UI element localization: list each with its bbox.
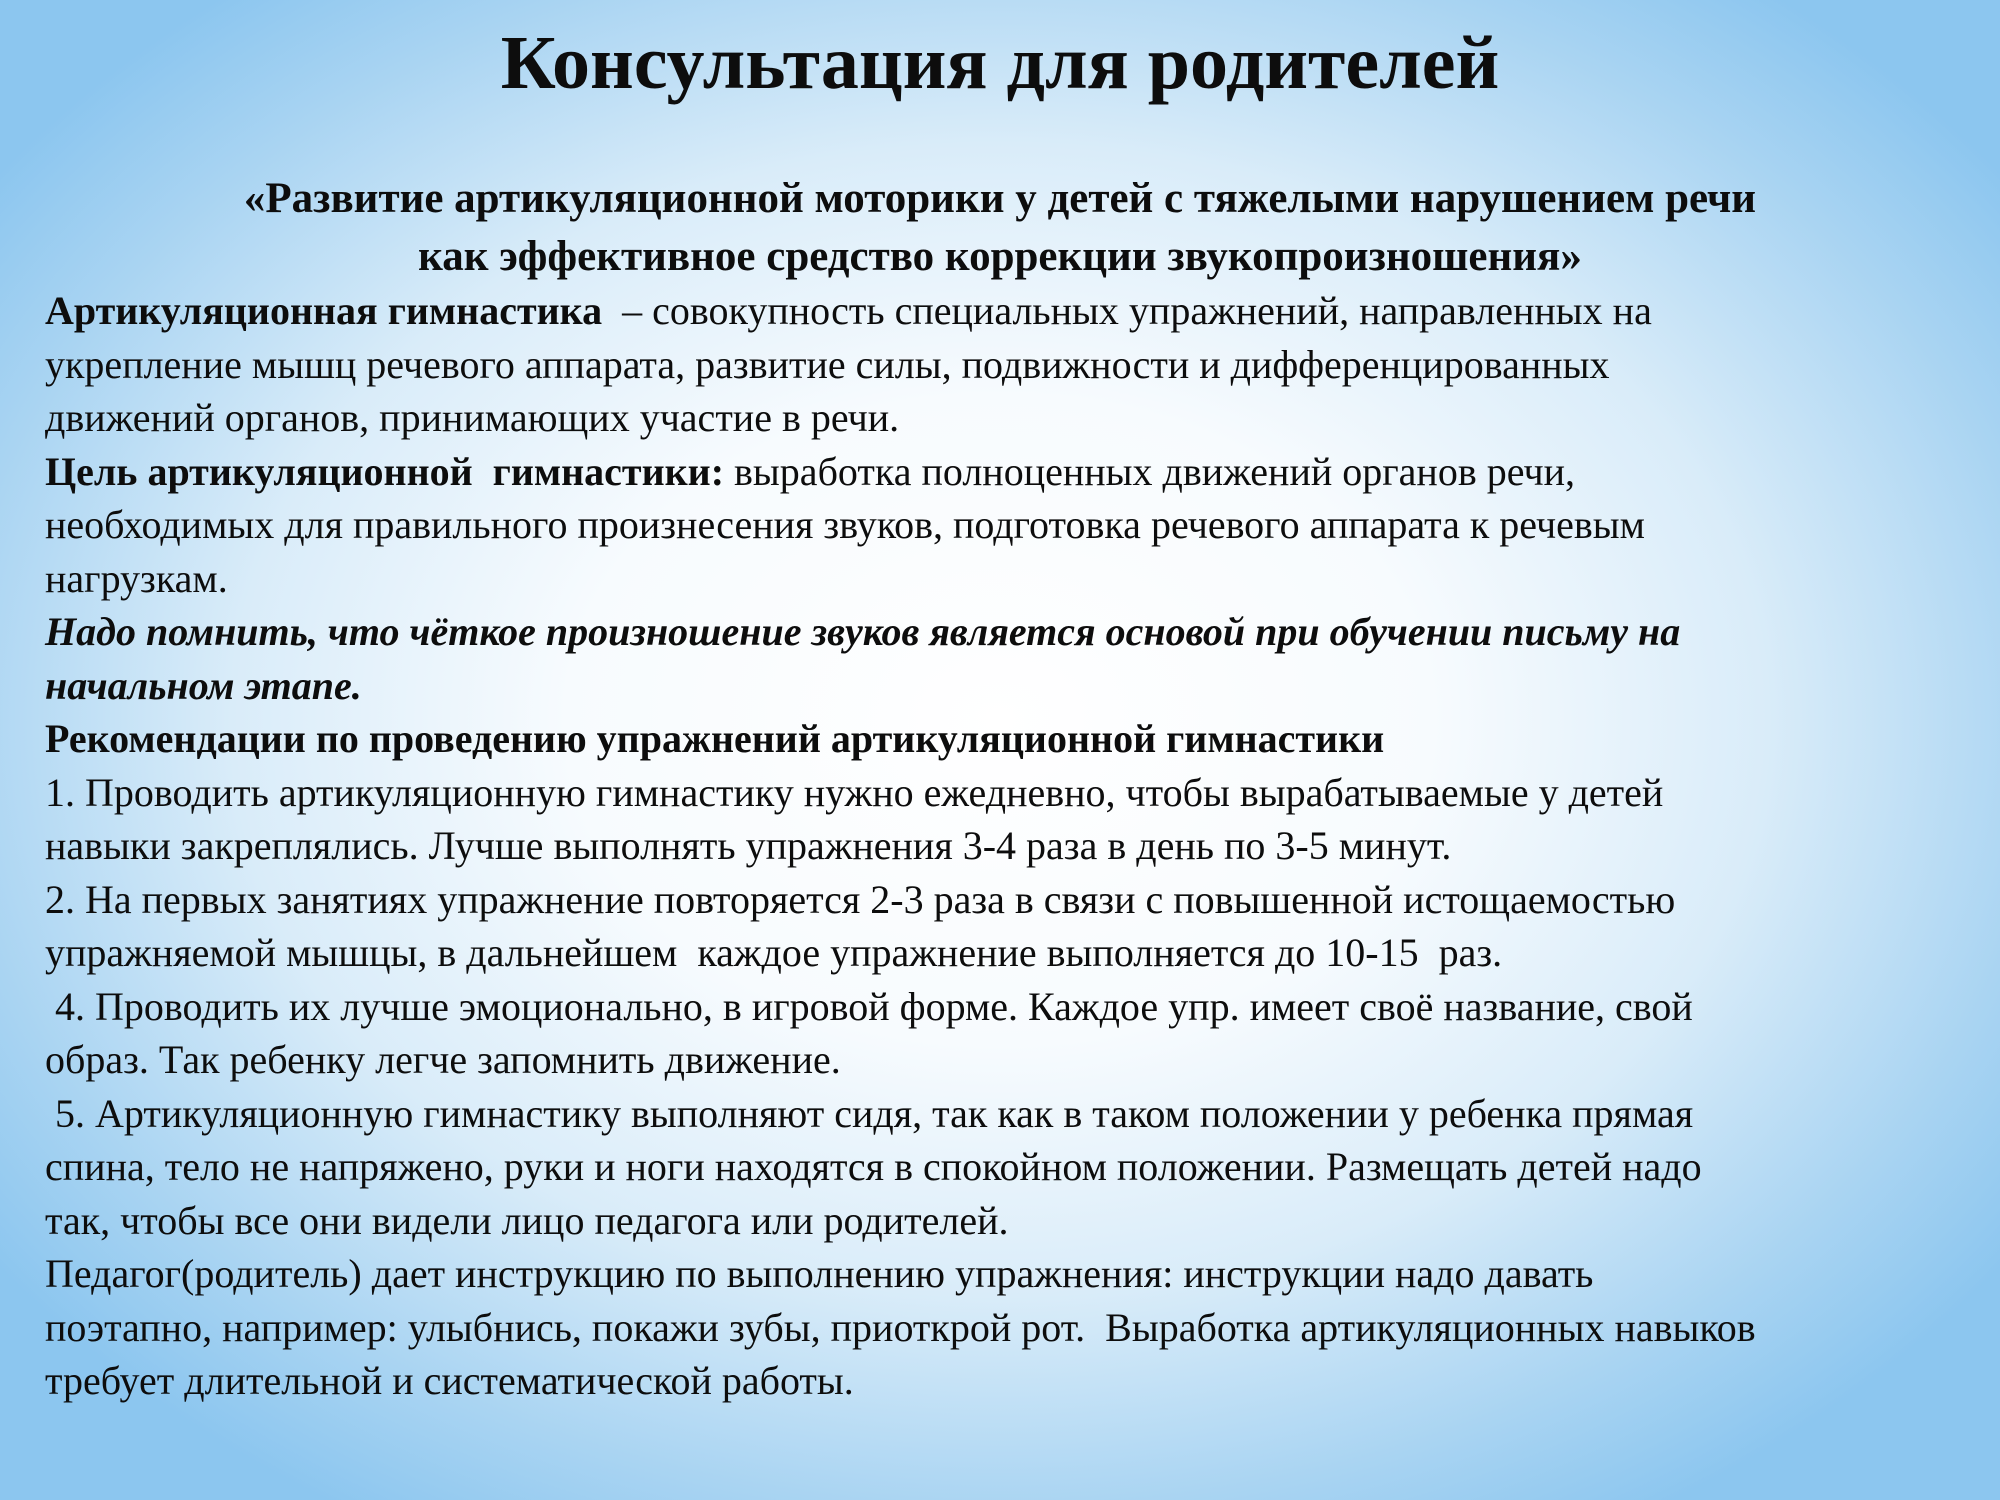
final-line-3: требует длительной и систематической работы. [45, 1358, 854, 1403]
recommendation-5-line-2: спина, тело не напряжено, руки и ноги находятся в спокойном положении. Размещать детей надо [45, 1144, 1702, 1189]
definition-line-3: движений органов, принимающих участие в речи. [45, 395, 900, 440]
recommendation-5-line-1: 5. Артикуляционную гимнастику выполняют сидя, так как в таком положении у ребенка прямая [45, 1090, 1694, 1136]
slide-subtitle [100, 170, 1900, 286]
goal-line-3: нагрузкам. [45, 555, 228, 601]
recommendation-4-line-2: образ. Так ребенку легче запомнить движение. [45, 1037, 841, 1082]
recommendations-heading: Рекомендации по проведению упражнений артикуляционной гимнастики [45, 716, 1385, 761]
slide-title: Консультация для родителей [500, 21, 1500, 105]
recommendation-2-line-1: 2. На первых занятиях упражнение повторяется 2-3 раза в связи с повышенной истощаемостью [45, 876, 1676, 922]
slide-body [45, 284, 1965, 1408]
definition-text: – совокупность специальных упражнений, направленных на [602, 288, 1652, 333]
recommendation-5-line-3: так, чтобы все они видели лицо педагога или родителей. [45, 1197, 1009, 1243]
recommendation-4-line-1: 4. Проводить их лучше эмоционально, в игровой форме. Каждое упр. имеет своё название, свой [45, 983, 1693, 1029]
definition-term: Артикуляционная гимнастика [45, 288, 603, 333]
final-line-1: Педагог(родитель) дает инструкцию по выполнению упражнения: инструкции надо давать [45, 1251, 1594, 1296]
recommendation-1-line-2: навыки закреплялись. Лучше выполнять упражнения 3-4 раза в день по 3-5 минут. [45, 823, 1452, 868]
subtitle-line-1: «Развитие артикуляционной моторики у детей с тяжелыми нарушением речи [243, 175, 1757, 222]
note-line-1: Надо помнить, что чёткое произношение звуков является основой при обучении письму на [45, 609, 1681, 654]
note-line-2: начальном этапе. [45, 662, 362, 708]
subtitle-line-2: как эффективное средство коррекции звукопроизношения» [418, 233, 1582, 280]
definition-line-1 [45, 284, 1965, 338]
definition-line-2: укрепление мышц речевого аппарата, развитие силы, подвижности и дифференцированных [45, 341, 1610, 387]
recommendation-2-line-2: упражняемой мышцы, в дальнейшем каждое упражнение выполняется до 10-15 раз. [45, 930, 1503, 975]
goal-term: Цель артикуляционной гимнастики: [45, 448, 725, 494]
final-line-2: поэтапно, например: улыбнись, покажи зубы, приоткрой рот. Выработка артикуляционных навыков [45, 1304, 1756, 1350]
goal-line-1 [45, 445, 1965, 499]
goal-line-2: необходимых для правильного произнесения звуков, подготовка речевого аппарата к речевым [45, 502, 1645, 547]
goal-text: выработка полноценных движений органов речи, [724, 448, 1576, 494]
recommendation-1-line-1: 1. Проводить артикуляционную гимнастику нужно ежедневно, чтобы вырабатываемые у детей [45, 769, 1664, 815]
